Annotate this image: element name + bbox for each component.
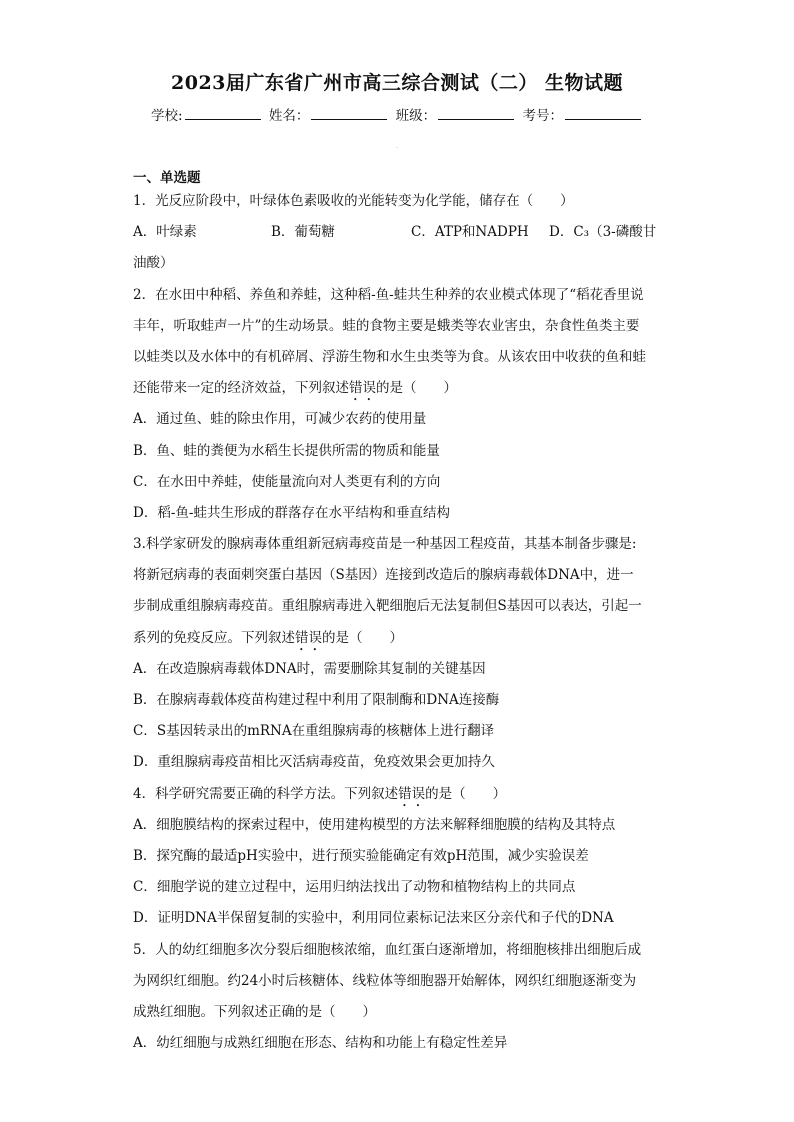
q5-option-a[interactable]: A．幼红细胞与成熟红细胞在形态、结构和功能上有稳定性差异 (133, 1035, 508, 1052)
center-dot: · (396, 145, 398, 152)
q3-emphasis: 错误 (295, 629, 322, 646)
q1-options (133, 217, 663, 248)
q4-stem-line (133, 779, 663, 810)
number-field[interactable] (565, 107, 641, 120)
q5-stem-line: 5．人的幼红细胞多次分裂后细胞核浓缩，血红蛋白逐渐增加，将细胞核排出细胞后成 (133, 941, 642, 958)
q4-option-c[interactable]: C．细胞学说的建立过程中，运用归纳法找出了动物和植物结构上的共同点 (133, 879, 576, 896)
q4-emphasis: 错误 (398, 785, 426, 802)
q2-stem-line (133, 373, 663, 404)
student-info-row (0, 104, 794, 124)
q1-stem: 1．光反应阶段中，叶绿体色素吸收的光能转变为化学能，储存在（ ） (133, 193, 574, 209)
q1-option-a[interactable]: A．叶绿素 (133, 224, 197, 241)
q2-stem-line: 以蛙类以及水体中的有机碎屑、浮游生物和水生虫类等为食。从该农田中收获的鱼和蛙 (133, 348, 646, 365)
exam-title: 2023届广东省广州市高三综合测试（二） 生物试题 (171, 72, 623, 94)
q1-option-d[interactable]: D．C₃（3-磷酸甘 (549, 224, 657, 241)
q2-option-c[interactable]: C．在水田中养蛙，使能量流向对人类更有利的方向 (133, 473, 441, 490)
q3-option-d[interactable]: D．重组腺病毒疫苗相比灭活病毒疫苗，免疫效果会更加持久 (133, 754, 495, 771)
q3-stem-line (133, 623, 663, 654)
name-label: 姓名： (268, 108, 310, 124)
q5-stem-line: 为网织红细胞。约24小时后核糖体、线粒体等细胞器开始解体，网织红细胞逐渐变为 (133, 972, 637, 989)
q2-option-d[interactable]: D．稻-鱼-蛙共生形成的群落存在水平结构和垂直结构 (133, 504, 450, 521)
q1-option-b[interactable]: B．葡萄糖 (271, 224, 335, 241)
q2-emphasis: 错误 (349, 380, 376, 397)
class-field[interactable] (438, 107, 514, 120)
q3-option-c[interactable]: C．S基因转录出的mRNA在重组腺病毒的核糖体上进行翻译 (133, 723, 495, 740)
q4-option-d[interactable]: D．证明DNA半保留复制的实验中，利用同位素标记法来区分亲代和子代的DNA (133, 910, 614, 927)
q3-stem-line: 3.科学家研发的腺病毒体重组新冠病毒疫苗是一种基因工程疫苗，其基本制备步骤是: (133, 536, 637, 553)
q4-stem-text: 的是（ ） (425, 785, 507, 802)
q2-option-a[interactable]: A．通过鱼、蛙的除虫作用，可减少农药的使用量 (133, 411, 427, 428)
q3-stem-text: 的是（ ） (322, 629, 403, 646)
school-field[interactable] (185, 107, 261, 120)
q3-option-b[interactable]: B．在腺病毒载体疫苗构建过程中利用了限制酶和DNA连接酶 (133, 692, 500, 708)
section-heading: 一、单选题 (133, 170, 201, 186)
number-label: 考号： (522, 108, 563, 124)
name-field[interactable] (311, 107, 387, 120)
q4-stem-text: 4．科学研究需要正确的科学方法。下列叙述 (133, 785, 399, 802)
q3-stem-line: 将新冠病毒的表面刺突蛋白基因（S基因）连接到改造后的腺病毒载体DNA中，进一 (133, 567, 634, 584)
questions (133, 186, 663, 1059)
q4-option-a[interactable]: A．细胞膜结构的探索过程中，使用建构模型的方法来解释细胞膜的结构及其特点 (133, 816, 616, 833)
q1-option-c[interactable]: C．ATP和NADPH (411, 224, 529, 241)
q3-option-a[interactable]: A．在改造腺病毒载体DNA时，需要删除其复制的关键基因 (133, 660, 486, 677)
q4-option-b[interactable]: B．探究酶的最适pH实验中，进行预实验能确定有效pH范围，减少实验误差 (133, 847, 589, 864)
q3-stem-text: 系列的免疫反应。下列叙述 (133, 629, 295, 646)
class-label: 班级： (395, 108, 437, 124)
q2-stem-text: 的是（ ） (376, 380, 457, 397)
q2-option-b[interactable]: B．鱼、蛙的粪便为水稻生长提供所需的物质和能量 (133, 442, 440, 459)
q2-stem-line: 丰年，听取蛙声一片”的生动场景。蛙的食物主要是蛾类等农业害虫，杂食性鱼类主要 (133, 317, 640, 334)
q3-stem-line: 步制成重组腺病毒疫苗。重组腺病毒进入靶细胞后无法复制但S基因可以表达，引起一 (133, 598, 642, 615)
q1-option-d-continued: 油酸） (133, 255, 174, 272)
school-label: 学校: (151, 108, 183, 124)
q5-stem-line: 成熟红细胞。下列叙述正确的是（ ） (133, 1003, 376, 1020)
q2-stem-text: 还能带来一定的经济效益，下列叙述 (133, 380, 349, 397)
q2-stem-line: 2．在水田中种稻、养鱼和养蛙，这种稻-鱼-蛙共生种养的农业模式体现了“稻花香里说 (133, 286, 644, 303)
